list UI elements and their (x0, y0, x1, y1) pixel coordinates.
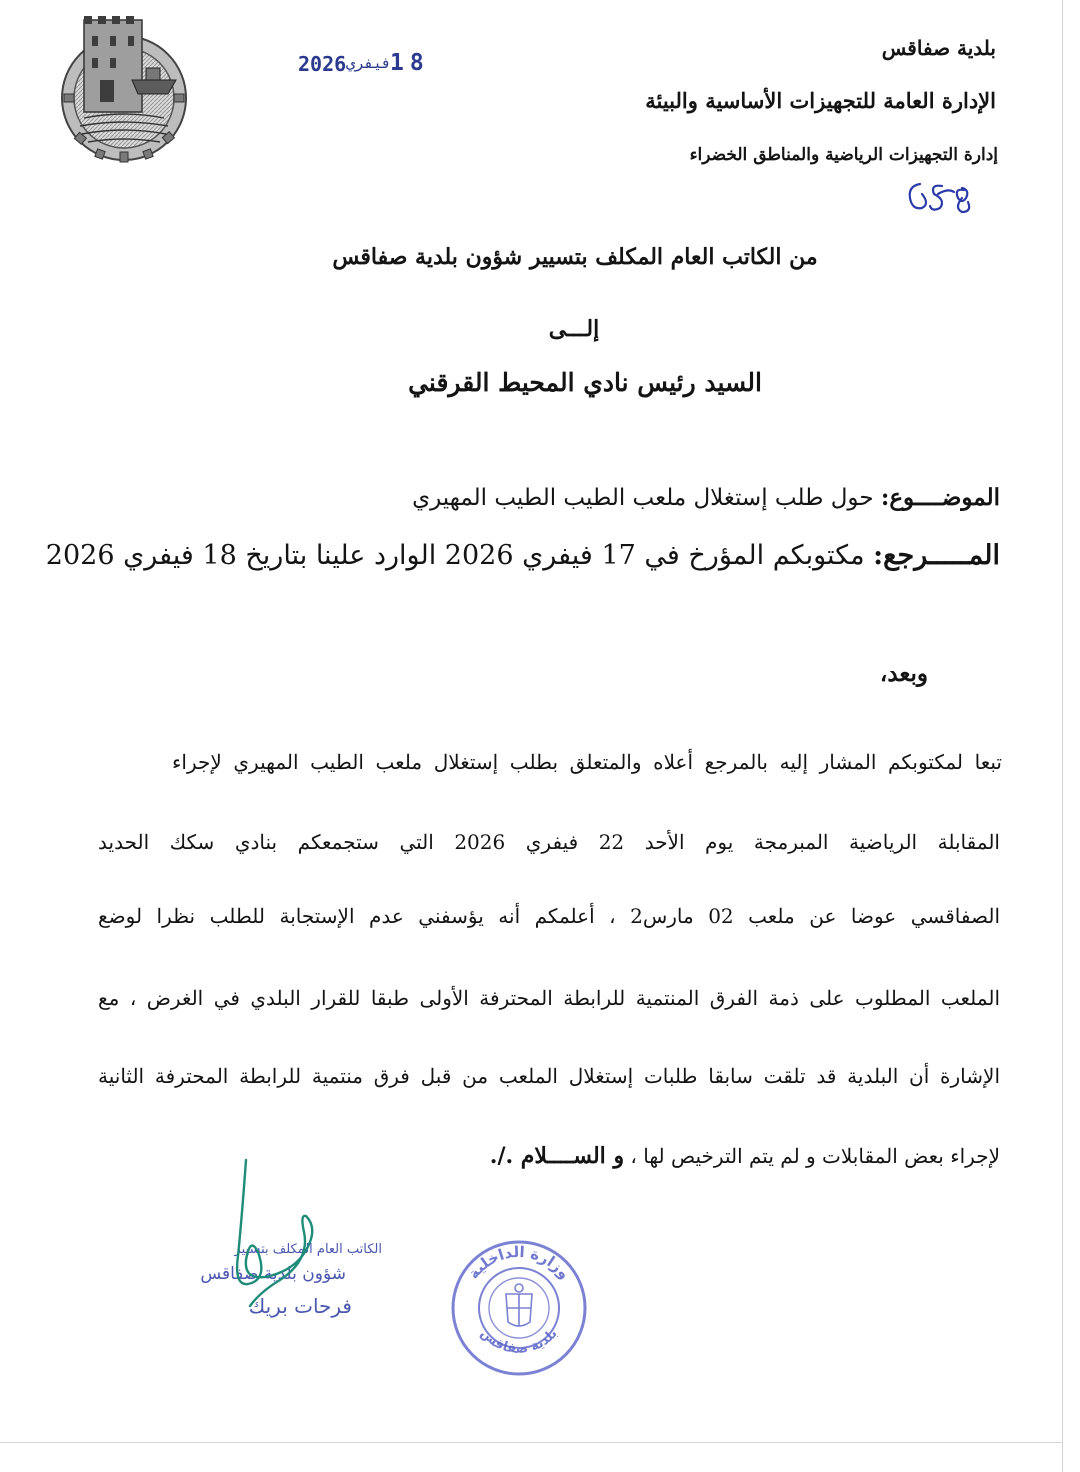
reference-text: مكتوبكم المؤرخ في 17 فيفري 2026 الوارد علينا بتاريخ 18 فيفري 2026 (45, 540, 865, 571)
salutation: وبعد، (879, 660, 928, 687)
seal-emblem-icon (444, 1230, 594, 1380)
seal-ring-text: وزارة الداخلية (464, 1242, 574, 1283)
svg-text:بلدية صفاقس (477, 1326, 560, 1357)
subject-line (412, 484, 1000, 511)
municipality-emblem-icon (58, 14, 190, 166)
signatory-title-line1: الكاتب العام المكلف بتسيير (234, 1242, 382, 1257)
body-line-4: الملعب المطلوب على ذمة الفرق المنتمية للرابطة المحترفة الأولى طبقا للقرار البلدي في الغرض ، مع (98, 986, 1000, 1010)
handwritten-signature-icon (150, 1156, 390, 1332)
letterhead-general-directorate: الإدارة العامة للتجهيزات الأساسية والبيئة (645, 88, 996, 113)
letterhead-municipality: بلدية صفاقس (881, 36, 996, 60)
seal-bottom-text: بلدية صفاقس (477, 1325, 561, 1357)
letterhead-department: إدارة التجهيزات الرياضية والمناطق الخضراء (689, 145, 998, 165)
official-seal (444, 1230, 594, 1380)
body-line-1: تبعا لمكتوبكم المشار إليه بالمرجع أعلاه والمتعلق بطلب إستغلال ملعب الطيب المهيري لإجراء (172, 750, 1002, 774)
body-line-2: المقابلة الرياضية المبرمجة يوم الأحد 22 فيفري 2026 التي ستجمعكم بنادي سكك الحديد (98, 830, 1000, 854)
page-edge-bottom (0, 1442, 1062, 1443)
subject-text: حول طلب إستغلال ملعب الطيب الطيب المهيري (412, 485, 874, 511)
handwritten-registration-number (902, 178, 982, 216)
body-line-3: الصفاقسي عوضا عن ملعب 02 مارس2 ، أعلمكم أنه يؤسفني عدم الإستجابة للطلب نظرا لوضع (98, 904, 1000, 928)
body-line-5: الإشارة أن البلدية قد تلقت سابقا طلبات إستغلال الملعب من قبل فرق منتمية للرابطة المحترفة الثانية (98, 1064, 1000, 1088)
reference-label: المـــــرجع: (873, 540, 1000, 571)
svg-text:وزارة الداخلية (464, 1243, 573, 1283)
signature-block (150, 1156, 390, 1332)
page-edge-right (1062, 0, 1063, 1472)
signatory-title-line2: شؤون بلدية صفاقس (200, 1264, 346, 1284)
signatory-name: فرحات بريك (248, 1294, 352, 1318)
closing-salam: و الســــلام ./. (489, 1143, 625, 1169)
reference-line (46, 540, 1000, 571)
closing-text: لإجراء بعض المقابلات و لم يتم الترخيص لها ، (624, 1144, 1000, 1168)
stamp-day: 18 (390, 50, 430, 76)
received-date-stamp (294, 50, 444, 80)
stamp-year: 2026 (298, 52, 347, 76)
stamp-month: فيفري (346, 54, 392, 72)
letter-to-label: إلـــى (548, 316, 600, 342)
subject-label: الموضــــوع: (880, 484, 1000, 511)
letter-addressee: السيد رئيس نادي المحيط القرقني (408, 368, 762, 397)
closing-line (490, 1136, 1000, 1176)
letter-sender: من الكاتب العام المكلف بتسيير شؤون بلدية صفاقس (332, 244, 818, 270)
